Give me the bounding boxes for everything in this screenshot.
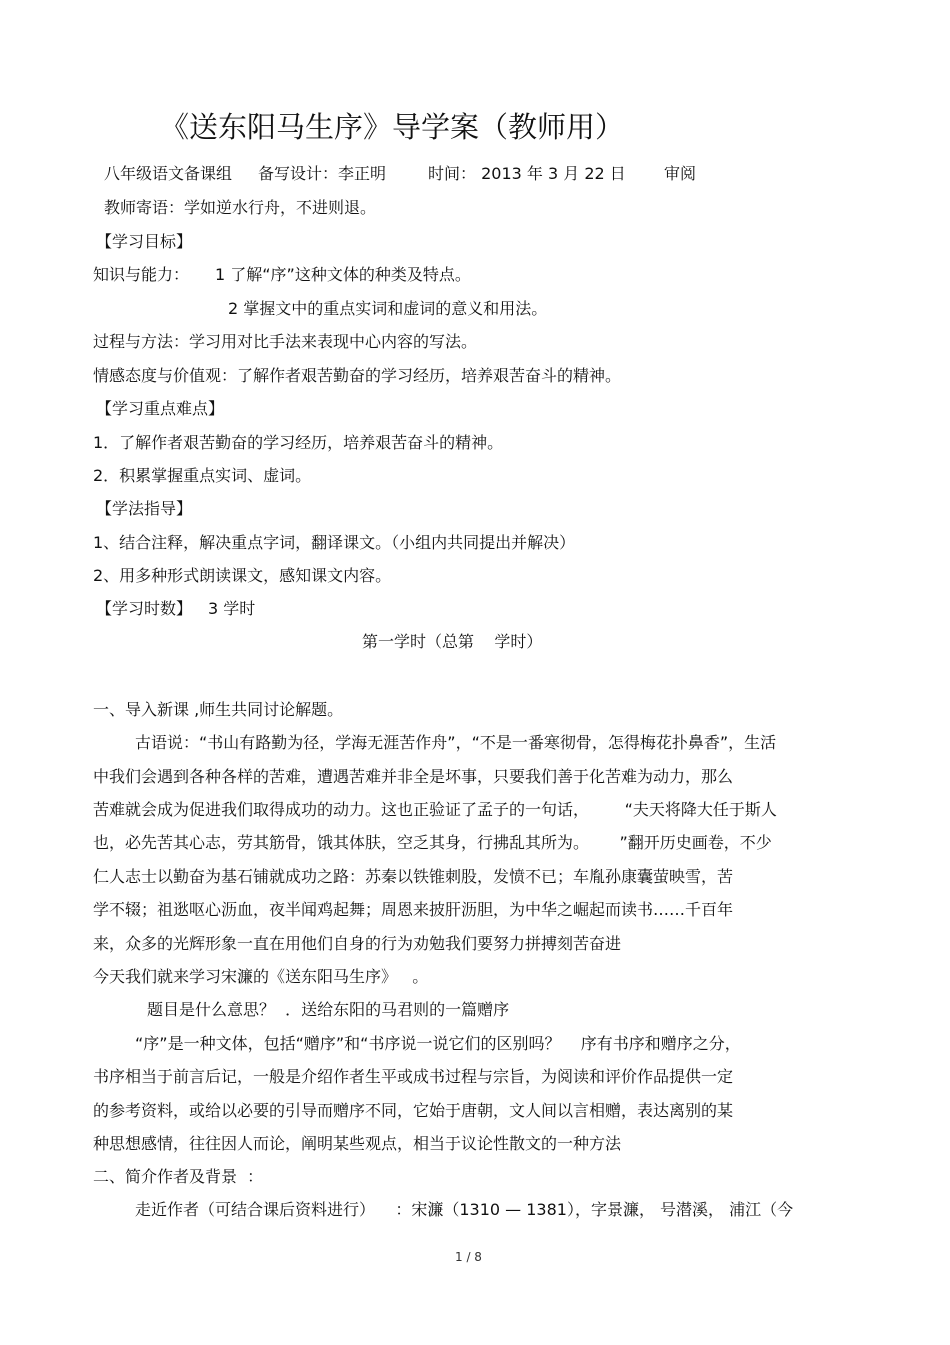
section-heading-1: 一、导入新课 ,师生共同讨论解题。 bbox=[93, 700, 344, 719]
question-title-meaning: 题目是什么意思？ ．送给东阳的马君则的一篇赠序 bbox=[147, 1000, 510, 1019]
header-group: 八年级语文备课组 bbox=[104, 164, 233, 183]
paragraph-line: 来，众多的光辉形象一直在用他们自身的行为劝勉我们要努力拼搏刻苦奋进 bbox=[93, 934, 622, 953]
paragraph-line: 也，必先苦其心志，劳其筋骨，饿其体肤，空乏其身，行拂乱其所为。 ”翻开历史画卷，不少 bbox=[93, 833, 772, 852]
paragraph-line: 的参考资料，或给以必要的引导而赠序不同，它始于唐朝，文人间以言相赠，表达离别的某 bbox=[93, 1101, 734, 1120]
document-title: 《送东阳马生序》导学案（教师用） bbox=[160, 110, 625, 144]
hours-heading: 【学习时数】 bbox=[96, 599, 193, 618]
method-item: 1、结合注释，解决重点字词，翻译课文。（小组内共同提出并解决） bbox=[93, 533, 576, 552]
paragraph-line: 种思想感情，往往因人而论，阐明某些观点，相当于议论性散文的一种方法 bbox=[93, 1134, 622, 1153]
knowledge-item-1: 1 了解“序”这种文体的种类及特点。 bbox=[215, 265, 471, 284]
paragraph-line: 苦难就会成为促进我们取得成功的动力。这也正验证了孟子的一句话， “夫天将降大任于斯人 bbox=[93, 800, 777, 819]
method-heading: 【学法指导】 bbox=[96, 499, 193, 518]
header-designer: 备写设计：李正明 bbox=[258, 164, 387, 183]
key-point-item: 1．了解作者艰苦勤奋的学习经历，培养艰苦奋斗的精神。 bbox=[93, 433, 504, 452]
header-date: 时间： 2013 年 3 月 22 日 bbox=[428, 164, 626, 183]
hours-value: 3 学时 bbox=[208, 599, 256, 618]
paragraph-line: 书序相当于前言后记，一般是介绍作者生平或成书过程与宗旨，为阅读和评价作品提供一定 bbox=[93, 1067, 734, 1086]
emotion-goal: 情感态度与价值观：了解作者艰苦勤奋的学习经历，培养艰苦奋斗的精神。 bbox=[93, 366, 622, 385]
section-heading-2: 二、简介作者及背景 ： bbox=[93, 1167, 264, 1186]
paragraph-line: 中我们会遇到各种各样的苦难，遭遇苦难并非全是坏事，只要我们善于化苦难为动力，那么 bbox=[93, 767, 734, 786]
teacher-motto: 教师寄语：学如逆水行舟，不进则退。 bbox=[104, 198, 377, 217]
method-item: 2、用多种形式朗读课文，感知课文内容。 bbox=[93, 566, 392, 585]
paragraph-line: 学不辍；祖逖呕心沥血，夜半闻鸡起舞；周恩来披肝沥胆，为中华之崛起而读书……千百年 bbox=[93, 900, 734, 919]
knowledge-item-2: 2 掌握文中的重点实词和虚词的意义和用法。 bbox=[228, 299, 548, 318]
key-points-heading: 【学习重点难点】 bbox=[96, 399, 225, 418]
author-intro-line: 走近作者（可结合课后资料进行） ：宋濂（1310 — 1381），字景濂， 号潜溪， 浦江（今 bbox=[135, 1200, 794, 1219]
paragraph-line: 今天我们就来学习宋濂的《送东阳马生序》 。 bbox=[93, 967, 429, 986]
knowledge-label: 知识与能力： bbox=[93, 265, 190, 284]
paragraph-line: “序”是一种文体，包括“赠序”和“书序说一说它们的区别吗？ 序有书序和赠序之分， bbox=[135, 1034, 741, 1053]
page-number: 1 / 8 bbox=[455, 1250, 482, 1264]
lesson-title: 第一学时（总第 学时） bbox=[362, 632, 543, 651]
paragraph-line: 古语说：“书山有路勤为径，学海无涯苦作舟”，“不是一番寒彻骨，怎得梅花扑鼻香”，生活 bbox=[135, 733, 777, 752]
header-review: 审阅 bbox=[664, 164, 697, 183]
goals-heading: 【学习目标】 bbox=[96, 232, 193, 251]
paragraph-line: 仁人志士以勤奋为基石铺就成功之路：苏秦以铁锥刺股，发愤不已；车胤孙康囊萤映雪，苦 bbox=[93, 867, 734, 886]
key-point-item: 2．积累掌握重点实词、虚词。 bbox=[93, 466, 312, 485]
process-goal: 过程与方法：学习用对比手法来表现中心内容的写法。 bbox=[93, 332, 478, 351]
